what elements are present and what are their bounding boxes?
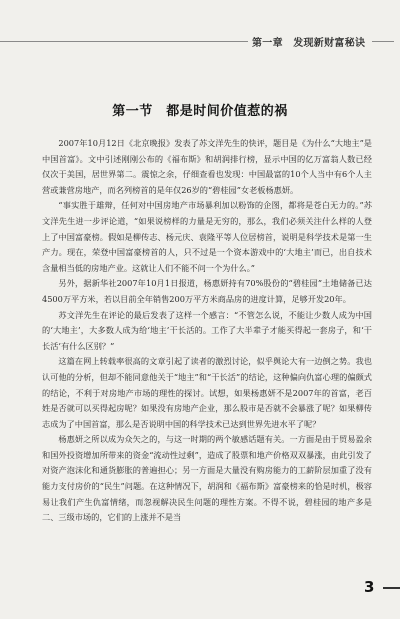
header-rule-tail (372, 41, 394, 42)
body-text (42, 136, 372, 526)
running-header (0, 34, 400, 48)
paragraph: “事实胜于雄辩，任何对中国房地产市场暴利加以粉饰的企图，都将是苍白无力的。”苏文洋先生进一步评论道，“如果说榜样的力量是无穷的，那么，我们必须关注什么样的人登上了中国富豪榜。假如是柳传志、杨元庆、袁隆平等人位居榜首，说明是科学技术是第一生产力。现在，荣登中国富豪榜首的人，只不过是一个资本游戏中的‘大地主’而已，出自技术含量相当低的房地产业。这就让人们不能不问一个为什么。” (42, 200, 372, 273)
page-number: 3 (364, 578, 375, 596)
paragraph: 这篇在网上转载率很高的文章引起了读者的激烈讨论，似乎舆论大有一边倒之势。我也认可他的分析，但却不能同意他关于“地主”和“干长活”的结论，这种偏向仇富心理的偏颇式的结论，不利于对房地产市场的理性的探讨。试想，如果杨惠妍不是2007年的首富，老百姓是否就可以买得起房呢？如果没有房地产企业，那么股市是否就不会暴涨了呢？如果柳传志成为了中国首富，那么是否说明中国的科学技术已达到世界先进水平了呢？ (42, 356, 372, 429)
chapter-title: 第一章 发现新财富秘诀 (252, 38, 366, 49)
paragraph: 另外，据新华社2007年10月1日报道，杨惠妍持有70%股份的“碧桂园”土地储备已达4500万平方米，若以目前全年销售200万平方米商品房的进度计算，足够开发20年。 (42, 278, 372, 304)
header-rule (0, 41, 248, 42)
paragraph: 2007年10月12日《北京晚报》发表了苏文洋先生的快评，题目是《为什么“大地主”是中国首富》。文中引述刚刚公布的《福布斯》和胡润排行榜，显示中国的亿万富翁人数已经仅次于美国，居世界第二。震惊之余，仔细查看也发现：中国最富的10个人当中有6个人主营或兼营房地产，而名列榜首的是年仅26岁的“碧桂园”女老板杨惠妍。 (42, 138, 372, 195)
section-title: 第一节 都是时间价值惹的祸 (112, 104, 288, 119)
paragraph: 苏文洋先生在评论的最后发表了这样一个感言：“不管怎么说，不能让少数人成为中国的‘大地主’，大多数人成为给‘地主’干长活的。工作了大半辈子才能买得起一套房子，和‘干长活’有什么区别？” (42, 309, 372, 351)
paragraph: 杨惠妍之所以成为众矢之的，与这一时期的两个敏感话题有关。一方面是由于贸易盈余和国外投资增加所带来的资金“流动性过剩”，造成了股票和地产价格双双暴涨，由此引发了对资产泡沫化和通货膨胀的普遍担心；另一方面是大量没有购房能力的工薪阶层加重了没有能力支付房价的“民生”问题。在这种情况下，胡润和《福布斯》富豪榜来的恰是时机，极容易让我们产生仇富情绪，而忽视解决民生问题的理性方案。不得不说，碧桂园的地产多是二、三级市场的，它们的上涨并不是当 (42, 434, 372, 523)
footer-rule (383, 587, 400, 589)
